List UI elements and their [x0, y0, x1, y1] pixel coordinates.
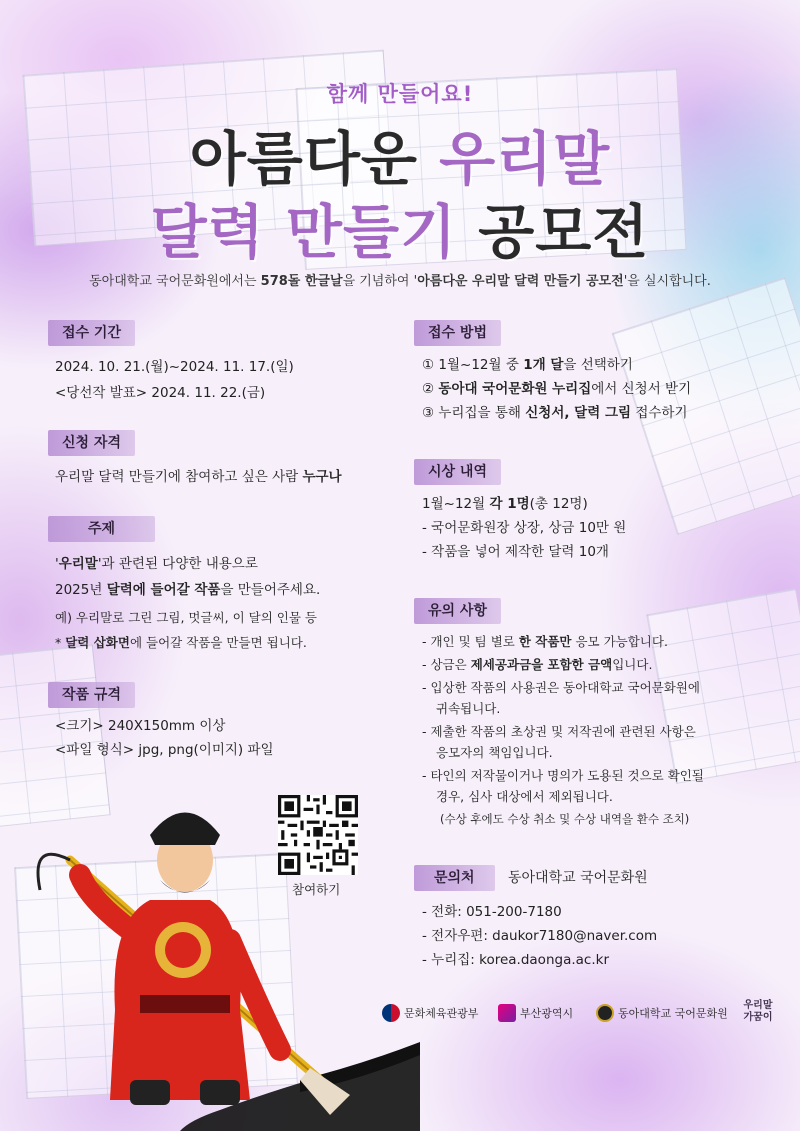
text-part: 입니다. [612, 657, 653, 672]
section-label-method: 접수 방법 [414, 320, 501, 346]
awards-line [422, 498, 588, 512]
qr-caption: 참여하기 [292, 882, 341, 897]
title-word: 공모전 [478, 198, 650, 266]
logo-uri [736, 1000, 780, 1024]
title-word-highlight: 달력 만들기 [150, 198, 458, 266]
logo-text: 문화체육관광부 [404, 1007, 479, 1020]
spec-size: <크기> 240X150mm 이상 [55, 718, 226, 734]
logo-text: 부산광역시 [520, 1007, 574, 1020]
eligibility-line [55, 471, 342, 485]
text-bold: 각 1명 [489, 496, 530, 512]
text-bold: 누구나 [302, 469, 342, 485]
text-bold: 달력에 들어갈 작품 [106, 582, 221, 598]
intro-part: 동아대학교 국어문화원에서는 [89, 274, 261, 289]
section-label-awards: 시상 내역 [414, 459, 501, 485]
text-part: ③ 누리집을 통해 [422, 405, 526, 421]
king-crown [150, 813, 220, 846]
theme-line [55, 558, 258, 572]
title-word-highlight: 우리말 [439, 125, 611, 193]
text-part: (총 12명) [529, 496, 588, 512]
text-part: 우리말 달력 만들기에 참여하고 싶은 사람 [55, 469, 303, 485]
theme-example: 예) 우리말로 그린 그림, 멋글씨, 이 달의 인물 등 [55, 610, 317, 625]
intro-bold: 아름다운 우리말 달력 만들기 공모전 [417, 274, 624, 289]
text-part: * [55, 635, 66, 650]
title-line-1 [0, 112, 800, 196]
brush-string [38, 854, 70, 890]
text-part: 접수하기 [631, 405, 688, 421]
notes-line: - 타인의 저작물이거나 명의가 도용된 것으로 확인될 [422, 768, 704, 783]
awards-line: - 국어문화원장 상장, 상금 10만 원 [422, 520, 627, 536]
contact-web[interactable]: - 누리집: korea.daonga.ac.kr [422, 952, 609, 968]
text-bold: 제세공과금을 포함한 금액 [470, 657, 613, 672]
title-line-2 [0, 185, 800, 269]
intro-text [0, 270, 800, 289]
logo-text: 우리말 [743, 1000, 773, 1011]
notes-line: - 제출한 작품의 초상권 및 저작권에 관련된 사항은 [422, 724, 696, 739]
theme-note [55, 637, 307, 650]
notes-line: 귀속됩니다. [436, 701, 501, 716]
text-part: 을 만들어주세요. [220, 582, 321, 598]
notes-line [422, 636, 668, 649]
method-step [422, 383, 691, 397]
text-part: '과 관련된 다양한 내용으로 [97, 556, 258, 572]
intro-part: '을 실시합니다. [623, 274, 711, 289]
text-bold: 동아대 국어문화원 누리집 [438, 381, 592, 397]
text-part: ' [55, 556, 59, 572]
intro-part: 을 기념하여 ' [342, 274, 418, 289]
text-bold: 달력 삽화면 [65, 635, 130, 650]
announcement-line: <당선작 발표> 2024. 11. 22.(금) [55, 385, 266, 401]
method-step [422, 407, 688, 421]
section-label-notes: 유의 사항 [414, 598, 501, 624]
text-part: ① 1월~12월 중 [422, 357, 524, 373]
donga-logo-icon [596, 1004, 614, 1022]
section-label-theme: 주제 [48, 516, 155, 542]
awards-line: - 작품을 넣어 제작한 달력 10개 [422, 544, 609, 560]
king-boot [200, 1080, 240, 1105]
text-bold: 우리말 [58, 556, 98, 572]
text-bold: 신청서, 달력 그림 [525, 405, 632, 421]
logo-donga [596, 1004, 728, 1022]
king-boot [130, 1080, 170, 1105]
text-bold: 한 작품만 [518, 634, 572, 649]
busan-logo-icon [498, 1004, 516, 1022]
method-step [422, 359, 633, 373]
text-part: - 개인 및 팀 별로 [422, 634, 519, 649]
text-bold: 1개 달 [523, 357, 564, 373]
intro-bold: 578돌 한글날 [260, 274, 343, 289]
text-part: 1월~12월 [422, 496, 490, 512]
logo-text: 동아대학교 국어문화원 [618, 1007, 728, 1020]
spec-format: <파일 형식> jpg, png(이미지) 파일 [55, 742, 274, 758]
king-emblem-center [165, 932, 201, 968]
notes-line [422, 659, 652, 672]
contact-phone: - 전화: 051-200-7180 [422, 904, 562, 920]
text-part: ② [422, 381, 439, 397]
section-label-eligibility: 신청 자격 [48, 430, 135, 456]
section-label-spec: 작품 규격 [48, 682, 135, 708]
text-part: - 상금은 [422, 657, 471, 672]
section-label-contact: 문의처 [414, 865, 495, 891]
text-part: 을 선택하기 [563, 357, 633, 373]
period-line: 2024. 10. 21.(월)~2024. 11. 17.(일) [55, 359, 294, 375]
contact-org: 동아대학교 국어문화원 [508, 870, 648, 886]
logo-text: 가꿈이 [743, 1012, 773, 1023]
notes-line: - 입상한 작품의 사용권은 동아대학교 국어문화원에 [422, 680, 700, 695]
text-part: 에 들어갈 작품을 만들면 됩니다. [129, 635, 307, 650]
title-word: 아름다운 [189, 125, 418, 193]
king-illustration [0, 780, 420, 1131]
notes-line: 응모자의 책임입니다. [436, 745, 553, 760]
contact-email[interactable]: - 전자우편: daukor7180@naver.com [422, 928, 658, 944]
subtitle: 함께 만들어요! [326, 82, 474, 106]
text-part: 응모 가능합니다. [571, 634, 668, 649]
text-part: 에서 신청서 받기 [591, 381, 692, 397]
section-label-period: 접수 기간 [48, 320, 135, 346]
king-belt [140, 995, 230, 1013]
notes-line: 경우, 심사 대상에서 제외됩니다. [436, 789, 613, 804]
logo-busan [498, 1004, 573, 1022]
text-part: 2025년 [55, 582, 107, 598]
notes-line: (수상 후에도 수상 취소 및 수상 내역을 환수 조치) [440, 812, 690, 826]
theme-line [55, 584, 320, 598]
